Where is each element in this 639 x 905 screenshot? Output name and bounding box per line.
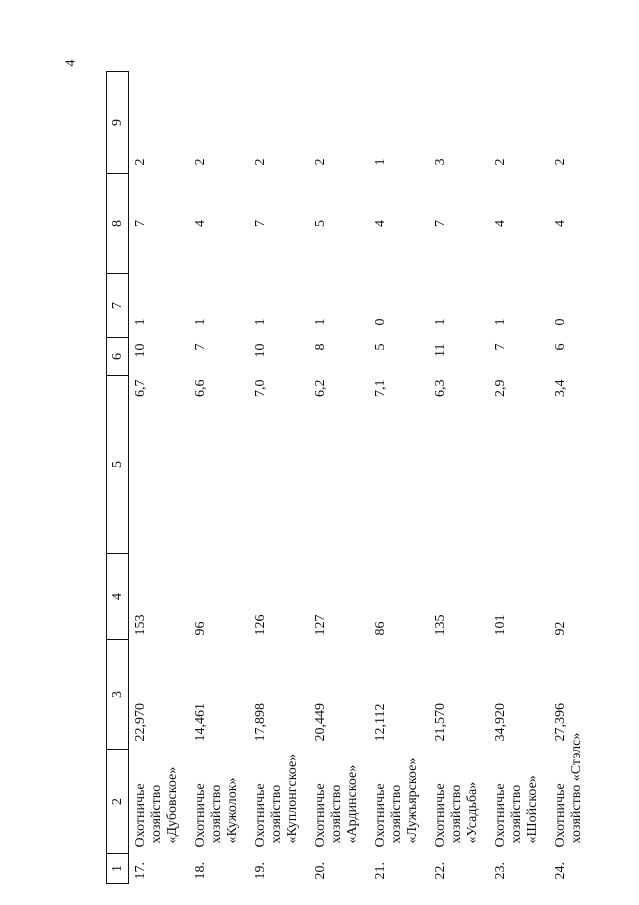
- value-cell-col-9: 2: [133, 158, 148, 166]
- column-header-3: 3: [107, 640, 129, 750]
- hunting-farm-name-line: «Лужъярское»: [405, 757, 420, 844]
- column-header-6: 6: [107, 338, 129, 376]
- hunting-farm-name-line: хозяйство «Стэлс»: [569, 732, 584, 844]
- table-row: [309, 72, 369, 884]
- hunting-farm-name-line: хозяйство: [389, 784, 404, 844]
- value-cell-col-5: 7,0: [253, 379, 268, 397]
- column-header-8: 8: [107, 174, 129, 274]
- hunting-farm-name-line: хозяйство: [449, 784, 464, 844]
- hunting-farm-name-line: хозяйство: [149, 784, 164, 844]
- value-cell-col-5: 7,1: [373, 379, 388, 397]
- hunting-farm-name-line: Охотничье: [553, 783, 568, 848]
- value-cell-col-4: 86: [373, 621, 388, 636]
- value-cell-col-5: 6,6: [193, 379, 208, 397]
- value-cell-col-7: 1: [193, 318, 208, 326]
- value-cell-col-5: 2,9: [493, 379, 508, 397]
- value-cell-col-4: 96: [193, 621, 208, 636]
- hunting-farm-name-line: «Дубовское»: [165, 766, 180, 844]
- value-cell-col-8: 4: [493, 220, 508, 227]
- value-cell-col-3: 14,461: [193, 703, 208, 742]
- row-number-cell: 22.: [433, 862, 448, 880]
- value-cell-col-7: 1: [133, 318, 148, 326]
- row-number-cell: 19.: [253, 862, 268, 880]
- hunting-farm-name-line: Охотничье: [313, 783, 328, 848]
- value-cell-col-4: 126: [253, 614, 268, 636]
- value-cell-col-9: 2: [253, 158, 268, 166]
- column-header-1: 1: [107, 854, 129, 884]
- value-cell-col-7: 1: [313, 318, 328, 326]
- value-cell-col-7: 1: [433, 318, 448, 326]
- row-number-cell: 18.: [193, 862, 208, 880]
- hunting-farm-name-cell: [249, 750, 309, 854]
- value-cell-col-8: 4: [553, 220, 568, 227]
- value-cell-col-9: 3: [433, 158, 448, 166]
- hunting-farm-name-line: Охотничье: [433, 783, 448, 848]
- value-cell-col-8: 5: [313, 220, 328, 227]
- value-cell-col-8: 7: [433, 220, 448, 227]
- value-cell-col-7: 0: [373, 318, 388, 326]
- value-cell-col-4: 135: [433, 614, 448, 636]
- column-header-4: 4: [107, 554, 129, 640]
- hunting-farm-name-line: хозяйство: [509, 784, 524, 844]
- value-cell-col-5: 6,2: [313, 379, 328, 397]
- table-row: [249, 72, 309, 884]
- value-cell-col-9: 2: [493, 158, 508, 166]
- row-number-cell: 24.: [553, 862, 568, 880]
- value-cell-col-4: 127: [313, 614, 328, 636]
- value-cell-col-3: 21,570: [433, 703, 448, 742]
- row-number-cell: 23.: [493, 862, 508, 880]
- hunting-farm-name-cell: [549, 732, 609, 854]
- value-cell-col-9: 2: [553, 158, 568, 166]
- value-cell-col-3: 27,396: [553, 703, 568, 742]
- value-cell-col-5: 6,7: [133, 379, 148, 397]
- hunting-farm-name-cell: [369, 750, 429, 854]
- hunting-farm-name-cell: [489, 750, 549, 854]
- value-cell-col-8: 4: [373, 220, 388, 227]
- value-cell-col-6: 7: [493, 343, 508, 351]
- value-cell-col-4: 101: [493, 614, 508, 636]
- value-cell-col-6: 7: [193, 343, 208, 351]
- table-rotated-container: [106, 72, 584, 884]
- table-row: [189, 72, 249, 884]
- hunting-farm-name-line: Охотничье: [253, 783, 268, 848]
- table-header-row: [107, 72, 129, 884]
- column-header-9: 9: [107, 72, 129, 174]
- hunting-farm-name-cell: [129, 750, 190, 854]
- value-cell-col-8: 7: [133, 220, 148, 227]
- value-cell-col-6: 11: [433, 343, 448, 357]
- value-cell-col-6: 10: [133, 343, 148, 358]
- column-header-7: 7: [107, 274, 129, 338]
- value-cell-col-5: 6,3: [433, 379, 448, 397]
- value-cell-col-4: 92: [553, 621, 568, 636]
- table-row: [429, 72, 489, 884]
- hunting-farm-name-line: Охотничье: [133, 783, 148, 848]
- value-cell-col-3: 12,112: [373, 703, 388, 742]
- hunting-farm-name-line: «Ардинское»: [345, 764, 360, 844]
- hunting-farm-name-line: «Куплонгское»: [285, 753, 300, 844]
- value-cell-col-3: 22,970: [133, 703, 148, 742]
- value-cell-col-4: 153: [133, 614, 148, 636]
- hunting-farm-name-cell: [429, 750, 489, 854]
- row-number-cell: 17.: [133, 862, 148, 880]
- value-cell-col-3: 20,449: [313, 703, 328, 742]
- hunting-farm-name-line: Охотничье: [193, 783, 208, 848]
- table-row: [129, 72, 190, 884]
- table-row: [549, 72, 609, 884]
- value-cell-col-9: 1: [373, 158, 388, 166]
- table-row: [369, 72, 429, 884]
- hunting-farm-name-line: хозяйство: [329, 784, 344, 844]
- row-number-cell: 21.: [373, 862, 388, 880]
- value-cell-col-3: 34,920: [493, 703, 508, 742]
- value-cell-col-9: 2: [193, 158, 208, 166]
- value-cell-col-6: 10: [253, 343, 268, 358]
- row-number-cell: 20.: [313, 862, 328, 880]
- hunting-farm-name-cell: [309, 750, 369, 854]
- hunting-farm-name-line: хозяйство: [269, 784, 284, 844]
- hunting-farm-name-line: Охотничье: [493, 783, 508, 848]
- hunting-farm-name-line: «Шойское»: [525, 775, 540, 844]
- hunting-farm-name-line: «Кужолок»: [225, 777, 240, 844]
- value-cell-col-9: 2: [313, 158, 328, 166]
- value-cell-col-7: 0: [553, 318, 568, 326]
- page-number: 4: [63, 59, 79, 67]
- hunting-farm-name-line: «Усадьба»: [465, 781, 480, 844]
- value-cell-col-7: 1: [493, 318, 508, 326]
- hunting-farm-name-line: хозяйство: [209, 784, 224, 844]
- value-cell-col-3: 17,898: [253, 703, 268, 742]
- value-cell-col-6: 5: [373, 343, 388, 351]
- column-header-2: 2: [107, 750, 129, 854]
- data-table: [106, 71, 609, 884]
- column-header-5: 5: [107, 376, 129, 554]
- value-cell-col-6: 6: [553, 343, 568, 351]
- value-cell-col-8: 4: [193, 220, 208, 227]
- value-cell-col-7: 1: [253, 318, 268, 326]
- table-row: [489, 72, 549, 884]
- value-cell-col-6: 8: [313, 343, 328, 351]
- hunting-farm-name-line: Охотничье: [373, 783, 388, 848]
- hunting-farm-name-cell: [189, 750, 249, 854]
- value-cell-col-8: 7: [253, 220, 268, 227]
- value-cell-col-5: 3,4: [553, 379, 568, 397]
